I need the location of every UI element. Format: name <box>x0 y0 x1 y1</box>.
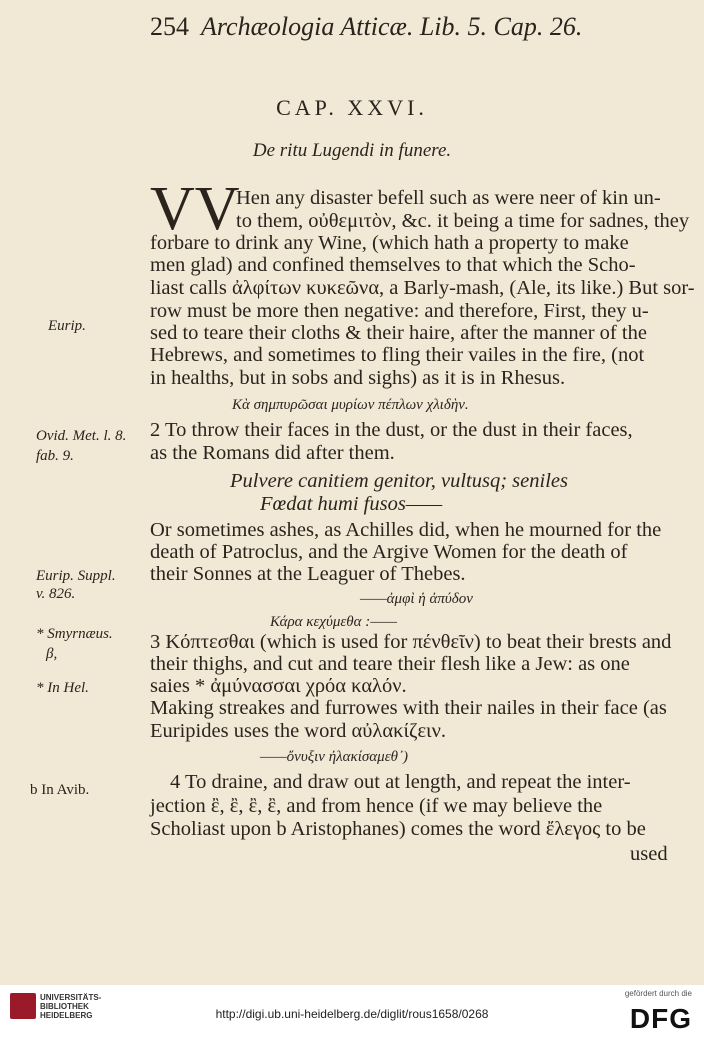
greek-quote-line: Κὰ σημπυρῶσαι μυρίων πέπλων χλιδὴν. <box>232 397 469 413</box>
viewer-footer <box>0 985 704 1045</box>
running-header <box>150 12 670 42</box>
chapter-heading: CAP. XXVI. <box>276 95 428 120</box>
text-line: Scholiast upon b Aristophanes) comes the word ἔλεγος to be <box>150 818 646 840</box>
text-line: jection ἒ, ἒ, ἒ, ἒ, and from hence (if we may believe the <box>150 795 603 817</box>
text-line: men glad) and confined themselves to that which the Scho- <box>150 254 636 276</box>
text-line: Hen any disaster befell such as were neer of kin un- <box>236 187 661 209</box>
funded-by-label: gefördert durch die <box>624 989 692 998</box>
text-line: to them, οὐθεμιτὸν, &c. it being a time for sadnes, they <box>236 210 690 232</box>
margin-note: Eurip. <box>48 318 86 334</box>
text-line: 3 Κόπτεσθαι (which is used for πένθεῖν) to beat their brests and <box>150 631 672 653</box>
margin-note: * Smyrnæus. <box>36 626 113 642</box>
margin-note: β, <box>46 646 58 662</box>
text-line: saies * ἀμύνασσαι χρόα καλόν. <box>150 675 407 697</box>
text-line: liast calls ἀλφίτων κυκεῶνα, a Barly-mash, (Ale, its like.) But sor- <box>150 277 695 299</box>
text-line: their Sonnes at the Leaguer of Thebes. <box>150 563 466 585</box>
margin-note: b In Avib. <box>30 782 90 798</box>
text-line: in healths, but in sobs and sighs) as it is in Rhesus. <box>150 367 566 389</box>
margin-note: v. 826. <box>36 586 76 602</box>
text-line: row must be more then negative: and therefore, First, they u- <box>150 300 649 322</box>
greek-quote-line: ——ὄνυξιν ἠλακίσαμεθ᾽) <box>260 749 408 765</box>
text-line: sed to teare their cloths & their haire, after the manner of the <box>150 322 647 344</box>
margin-note: Eurip. Suppl. <box>36 568 116 584</box>
permalink[interactable]: http://digi.ub.uni-heidelberg.de/diglit/rous1658/0268 <box>215 1007 489 1021</box>
text-line: their thighs, and cut and teare their flesh like a Jew: as one <box>150 653 630 675</box>
margin-note: fab. 9. <box>36 448 74 464</box>
text-line: Making streakes and furrowes with their nailes in their face (as <box>150 697 667 719</box>
text-line: Hebrews, and sometimes to fling their vailes in the fire, (not <box>150 344 645 366</box>
greek-quote-line: Κάρα κεχύμεθα :—— <box>270 614 397 630</box>
chapter-subtitle: De ritu Lugendi in funere. <box>252 140 452 161</box>
text-line: 4 To draine, and draw out at length, and repeat the inter- <box>170 771 631 793</box>
dfg-logo: DFG <box>629 1003 692 1034</box>
text-line: Or sometimes ashes, as Achilles did, when he mourned for the <box>150 519 662 541</box>
text-line: 2 To throw their faces in the dust, or the dust in their faces, <box>150 419 633 441</box>
drop-capital: VV <box>150 175 240 243</box>
catchword: used <box>630 843 668 865</box>
text-line: as the Romans did after them. <box>150 442 395 464</box>
latin-quote-line: Pulvere canitiem genitor, vultusq; seniles <box>230 470 568 492</box>
page-number: 254 <box>150 12 189 41</box>
text-line: death of Patroclus, and the Argive Women for the death of <box>150 541 628 563</box>
library-name: UNIVERSITÄTS-BIBLIOTHEK HEIDELBERG <box>40 993 102 1020</box>
margin-note: Ovid. Met. l. 8. <box>36 428 127 444</box>
text-line: forbare to drink any Wine, (which hath a property to make <box>150 232 629 254</box>
text-line: Euripides uses the word αὐλακίζειν. <box>150 720 446 742</box>
greek-quote-line: ——ἀμφὶ ἡ ἀπύδον <box>360 591 473 607</box>
margin-note: * In Hel. <box>36 680 89 696</box>
running-title: Archæologia Atticæ. Lib. 5. Cap. 26. <box>201 12 583 41</box>
latin-quote-line: Fœdat humi fusos—— <box>260 493 443 515</box>
